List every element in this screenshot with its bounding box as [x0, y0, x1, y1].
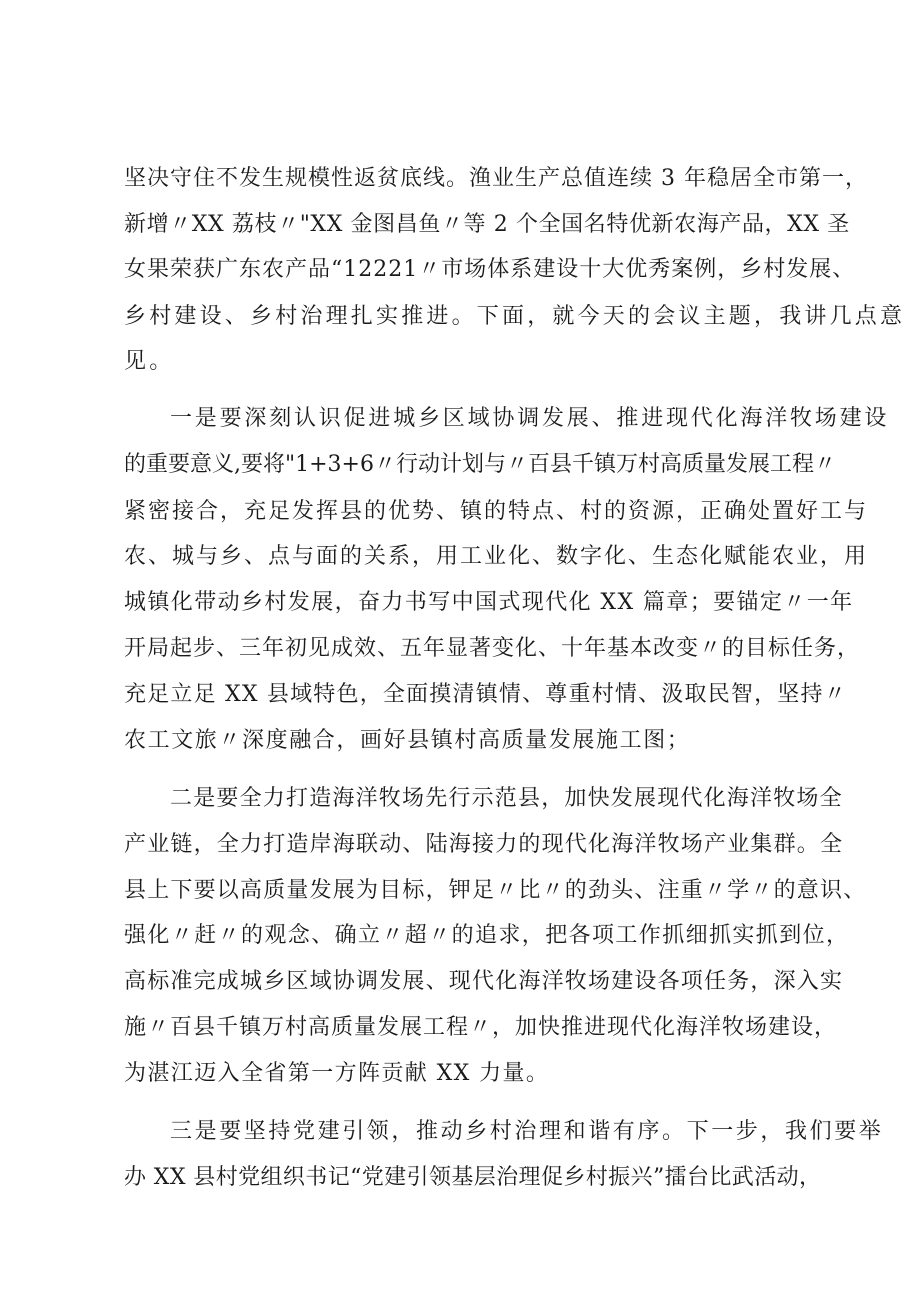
text-line: 城镇化带动乡村发展，奋力书写中国式现代化 XX 篇章；要锚定〃一年: [124, 590, 854, 615]
text-line: 新增〃XX 荔枝〃"XX 金图昌鱼〃等 2 个全国名特优新农海产品，XX 圣: [124, 212, 850, 237]
text-line: 高标准完成城乡区域协调发展、现代化海洋牧场建设各项任务，深入实: [124, 969, 844, 994]
text-line: 县上下要以高质量发展为目标，钾足〃比〃的劲头、注重〃学〃的意识、: [124, 878, 867, 903]
text-line: 施〃百县千镇万村高质量发展工程〃，加快推进现代化海洋牧场建设，: [124, 1015, 838, 1040]
text-line: 的重要意义,要将"1+3+6〃行动计划与〃百县千镇万村高质量发展工程〃: [124, 452, 836, 477]
text-line: 办 XX 县村党组织书记“党建引领基层治理促乡村振兴”擂台比武活动，: [124, 1165, 822, 1190]
text-line: 三是要坚持党建引领，推动乡村治理和谐有序。下一步，我们要举: [170, 1119, 884, 1144]
text-line: 二是要全力打造海洋牧场先行示范县，加快发展现代化海洋牧场全: [170, 786, 843, 811]
text-line: 开局起步、三年初见成效、五年显著变化、十年基本改变〃的目标任务，: [124, 636, 861, 661]
text-line: 见。: [124, 349, 175, 374]
text-line: 产业链，全力打造岸海联动、陆海接力的现代化海洋牧场产业集群。全: [124, 832, 844, 857]
text-line: 为湛江迈入全省第一方阵贡献 XX 力量。: [124, 1061, 550, 1086]
text-line: 农工文旅〃深度融合，画好县镇村高质量发展施工图；: [124, 728, 691, 753]
text-line: 女果荣获广东农产品“12221〃市场体系建设十大优秀案例，乡村发展、: [124, 257, 856, 282]
text-line: 乡村建设、乡村治理扎实推进。下面，就今天的会议主题，我讲几点意: [124, 304, 906, 329]
text-line: 农、城与乡、点与面的关系，用工业化、数字化、生态化赋能农业，用: [124, 544, 869, 569]
text-line: 一是要深刻认识促进城乡区域协调发展、推进现代化海洋牧场建设: [170, 406, 890, 431]
text-line: 强化〃赶〃的观念、确立〃超〃的追求，把各项工作抓细抓实抓到位，: [124, 923, 850, 948]
text-line: 紧密接合，充足发挥县的优势、镇的特点、村的资源，正确处置好工与: [124, 499, 869, 524]
text-line: 坚决守住不发生规模性返贫底线。渔业生产总值连续 3 年稳居全市第一，: [124, 166, 868, 191]
text-line: 充足立足 XX 县域特色，全面摸清镇情、尊重村情、汲取民智，坚持〃: [124, 682, 847, 707]
